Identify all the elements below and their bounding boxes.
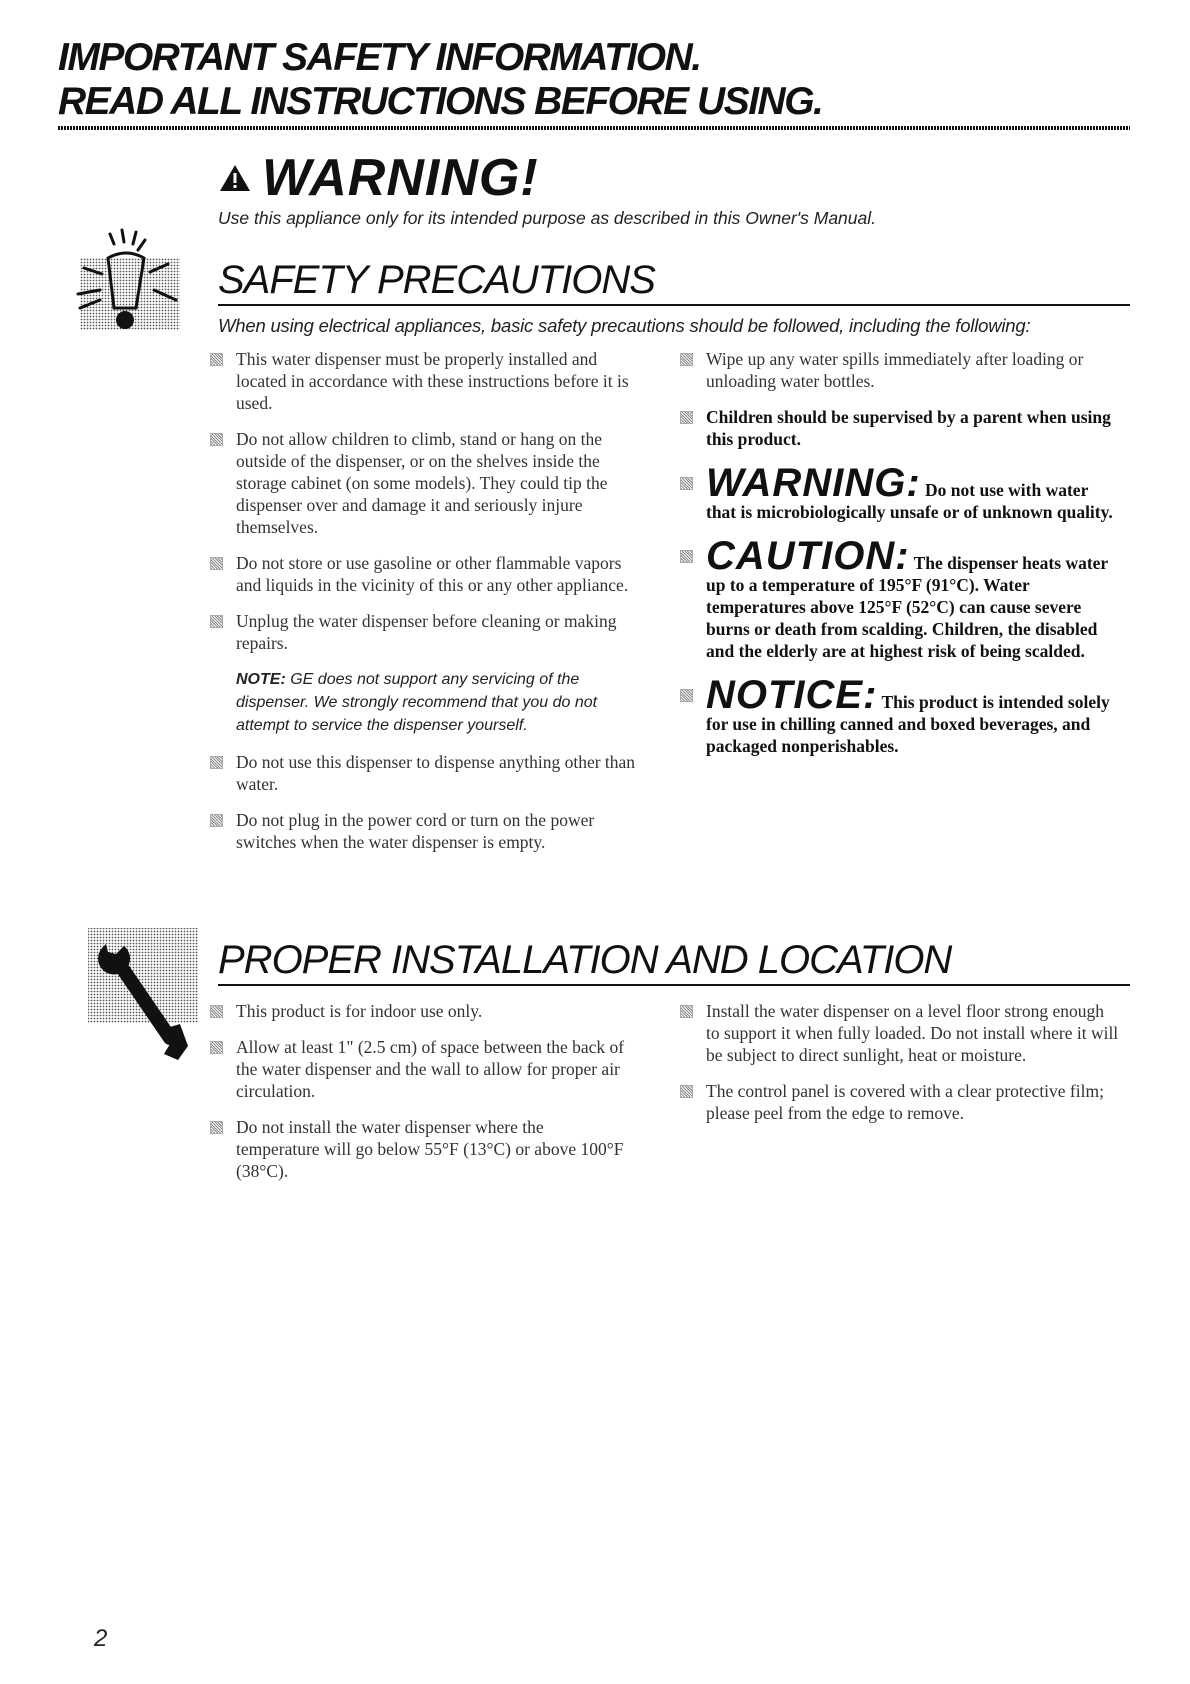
notice-callout-text: This product is intended solely for use in chilling canned and boxed beverages, and packaged nonperishables. [706,692,1110,756]
header-line-1: IMPORTANT SAFETY INFORMATION. [58,36,701,79]
installation-left-column [210,1000,630,1196]
warning-triangle-icon [218,163,252,193]
install-item-level-floor: Install the water dispenser on a level floor strong enough to support it when fully loaded. Do not install where it will be subject to direct sunlight, heat or moisture. [680,1000,1120,1066]
header-dotted-rule [58,126,1130,130]
safety-item-water-only: Do not use this dispenser to dispense anything other than water. [210,751,650,795]
installation-title-rule [218,984,1130,986]
page-number: 2 [94,1625,108,1652]
safety-burst-icon [50,228,205,358]
safety-item-wipe: Wipe up any water spills immediately after loading or unloading water bottles. [680,348,1120,392]
safety-intro: When using electrical appliances, basic safety precautions should be followed, including the following: [218,315,1031,336]
caution-callout [680,534,1120,662]
header-line-2: READ ALL INSTRUCTIONS BEFORE USING. [58,80,823,123]
installation-right-column [680,1000,1120,1138]
safety-item-gasoline: Do not store or use gasoline or other flammable vapors and liquids in the vicinity of this or any other appliance. [210,552,650,596]
install-item-indoor: This product is for indoor use only. [210,1000,630,1022]
caution-callout-word: CAUTION: [706,534,910,578]
warning-callout-text: Do not use with water that is microbiologically unsafe or of unknown quality. [706,480,1113,522]
safety-item-unplug: Unplug the water dispenser before cleaning or making repairs. [210,610,650,654]
safety-precautions-title: SAFETY PRECAUTIONS [218,258,655,302]
warning-callout [680,461,1120,523]
note-label: NOTE: [236,671,286,688]
installation-title: PROPER INSTALLATION AND LOCATION [218,938,952,982]
wrench-icon [78,918,208,1068]
notice-callout-word: NOTICE: [706,673,878,717]
safety-item-children-climb: Do not allow children to climb, stand or hang on the outside of the dispenser, or on the shelves inside the storage cabinet (on some models). They could tip the dispenser over and damage it and seriously injure themselves. [210,428,650,538]
install-item-temperature: Do not install the water dispenser where the temperature will go below 55°F (13°C) or above 100°F (38°C). [210,1116,630,1182]
note-text: GE does not support any servicing of the dispenser. We strongly recommend that you do not attempt to service the dispenser yourself. [236,671,598,734]
safety-note [210,668,650,737]
safety-title-rule [218,304,1130,306]
notice-callout [680,673,1120,757]
safety-item-children-supervised: Children should be supervised by a parent when using this product. [680,406,1120,450]
warning-title: WARNING! [262,149,539,207]
install-item-space: Allow at least 1" (2.5 cm) of space between the back of the water dispenser and the wall to allow for proper air circulation. [210,1036,630,1102]
safety-right-column [680,348,1120,771]
warning-heading [218,148,539,208]
safety-item-installed: This water dispenser must be properly installed and located in accordance with these instructions before it is used. [210,348,650,414]
install-item-film: The control panel is covered with a clear protective film; please peel from the edge to remove. [680,1080,1120,1124]
safety-left-column [210,348,650,867]
warning-callout-word: WARNING: [706,461,921,505]
caution-callout-text: The dispenser heats water up to a temperature of 195°F (91°C). Water temperatures above 125°F (52°C) can cause severe burns or death from scalding. Children, the disabled and the elderly are at highest risk of being scalded. [706,553,1108,661]
warning-subtitle: Use this appliance only for its intended purpose as described in this Owner's Manual. [218,208,877,228]
safety-item-power-cord: Do not plug in the power cord or turn on the power switches when the water dispenser is empty. [210,809,650,853]
